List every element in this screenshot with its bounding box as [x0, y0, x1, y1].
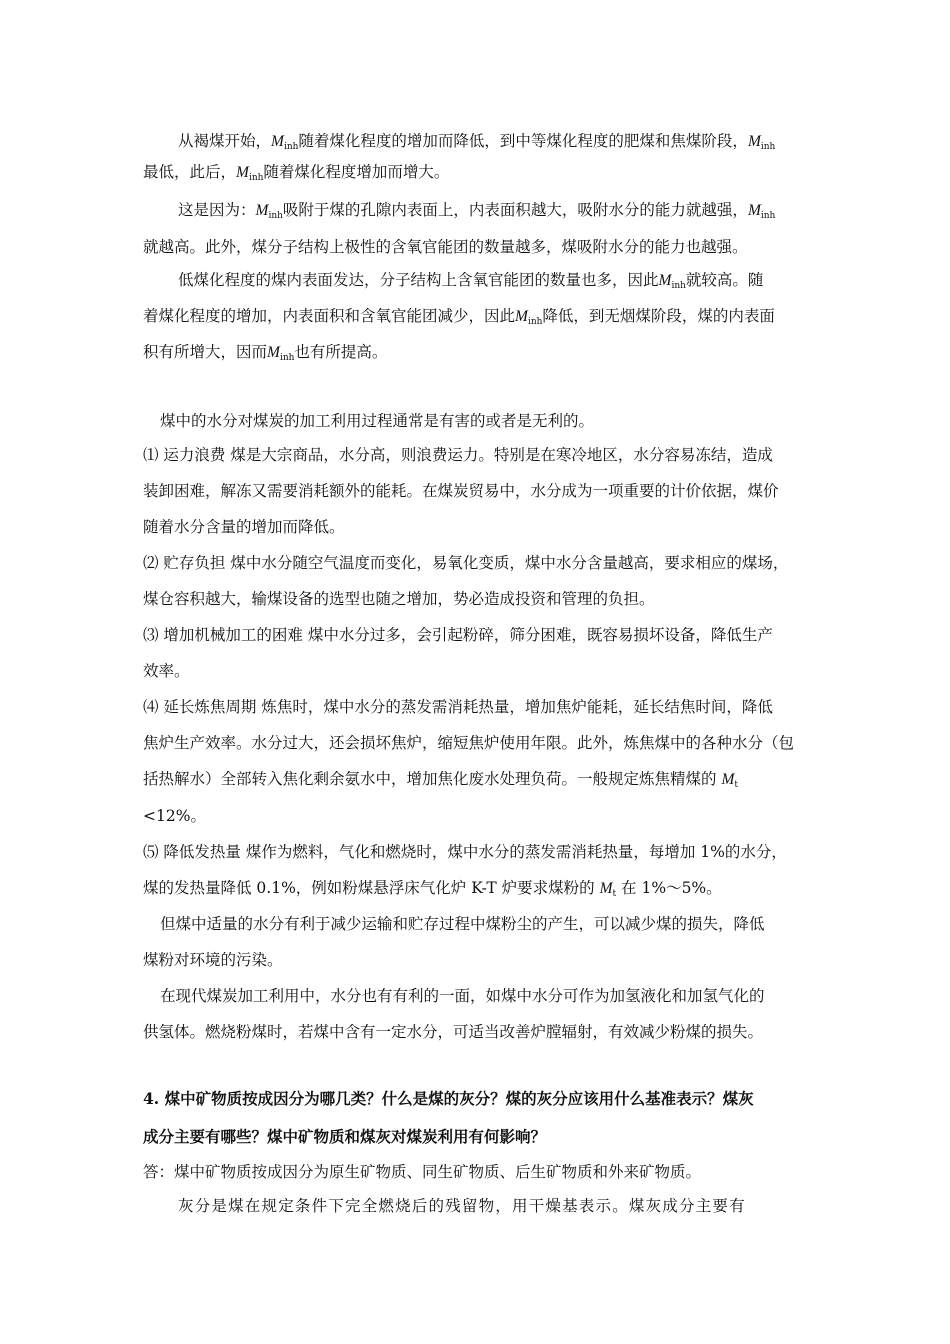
- text-line: 低煤化程度的煤内表面发达，分子结构上含氧官能团的数量也多，因此$M_{inh}$就较高。随: [178, 271, 764, 291]
- text-line: 效率。: [143, 662, 190, 680]
- list-item-line: ⑸ 降低发热量 煤作为燃料，气化和燃烧时，煤中水分的蒸发需消耗热量，每增加 1%的水分，: [143, 843, 787, 861]
- list-item-line: ⑵ 贮存负担 煤中水分随空气温度而变化，易氧化变质，煤中水分含量越高，要求相应的煤场，: [143, 554, 789, 572]
- text-line: 从褐煤开始，$M_{inh}$随着煤化程度的增加而降低，到中等煤化程度的肥煤和焦煤阶段，$M_{inh}$: [178, 132, 776, 152]
- list-item-line: ⑷ 延长炼焦周期 炼焦时，煤中水分的蒸发需消耗热量，增加焦炉能耗，延长结焦时间，降低: [143, 698, 773, 716]
- text-line: 积有所增大，因而$M_{inh}$也有所提高。: [143, 343, 388, 363]
- text-line: 煤的发热量降低 0.1%，例如粉煤悬浮床气化炉 K-T 炉要求煤粉的 $M_t$ 在 1%～5%。: [143, 879, 722, 899]
- question-heading: 4. 煤中矿物质按成因分为哪几类？什么是煤的灰分？煤的灰分应该用什么基准表示？煤灰: [143, 1089, 754, 1108]
- text-line: 着煤化程度的增加，内表面积和含氧官能团减少，因此$M_{inh}$降低，到无烟煤阶段，煤的内表面: [143, 307, 775, 327]
- text-line: 供氢体。燃烧粉煤时，若煤中含有一定水分，可适当改善炉膛辐射，有效减少粉煤的损失。: [143, 1023, 764, 1041]
- text-line: 最低，此后，$M_{inh}$随着煤化程度增加而增大。: [143, 163, 450, 183]
- answer-line: 答：煤中矿物质按成因分为原生矿物质、同生矿物质、后生矿物质和外来矿物质。: [143, 1163, 702, 1181]
- text-line: <12%。: [143, 807, 206, 825]
- text-line: 煤中的水分对煤炭的加工利用过程通常是有害的或者是无利的。: [160, 412, 595, 430]
- text-line: 随着水分含量的增加而降低。: [143, 518, 345, 536]
- text-line: 装卸困难，解冻又需要消耗额外的能耗。在煤炭贸易中，水分成为一项重要的计价依据，煤价: [143, 482, 779, 500]
- answer-line: 灰分是煤在规定条件下完全燃烧后的残留物，用干燥基表示。煤灰成分主要有: [178, 1197, 746, 1215]
- text-line: 煤粉对环境的污染。: [143, 951, 283, 969]
- text-line: 这是因为：$M_{inh}$吸附于煤的孔隙内表面上，内表面积越大，吸附水分的能力就越强，$M_{inh}$: [178, 201, 776, 221]
- list-item-line: ⑶ 增加机械加工的困难 煤中水分过多，会引起粉碎，筛分困难，既容易损坏设备，降低生产: [143, 626, 773, 644]
- text-line: 焦炉生产效率。水分过大，还会损坏焦炉，缩短焦炉使用年限。此外，炼焦煤中的各种水分（包: [143, 734, 795, 752]
- text-line: 但煤中适量的水分有利于减少运输和贮存过程中煤粉尘的产生，可以减少煤的损失，降低: [160, 915, 765, 933]
- question-heading: 成分主要有哪些？煤中矿物质和煤灰对煤炭利用有何影响？: [143, 1127, 547, 1146]
- text-line: 在现代煤炭加工利用中，水分也有有利的一面，如煤中水分可作为加氢液化和加氢气化的: [160, 987, 765, 1005]
- list-item-line: ⑴ 运力浪费 煤是大宗商品，水分高，则浪费运力。特别是在寒冷地区，水分容易冻结，造成: [143, 446, 773, 464]
- text-line: 就越高。此外，煤分子结构上极性的含氧官能团的数量越多，煤吸附水分的能力也越强。: [143, 238, 748, 256]
- text-line: 括热解水）全部转入焦化剩余氨水中，增加焦化废水处理负荷。一般规定炼焦精煤的 $M_t$: [143, 770, 738, 790]
- text-line: 煤仓容积越大，输煤设备的选型也随之增加，势必造成投资和管理的负担。: [143, 590, 655, 608]
